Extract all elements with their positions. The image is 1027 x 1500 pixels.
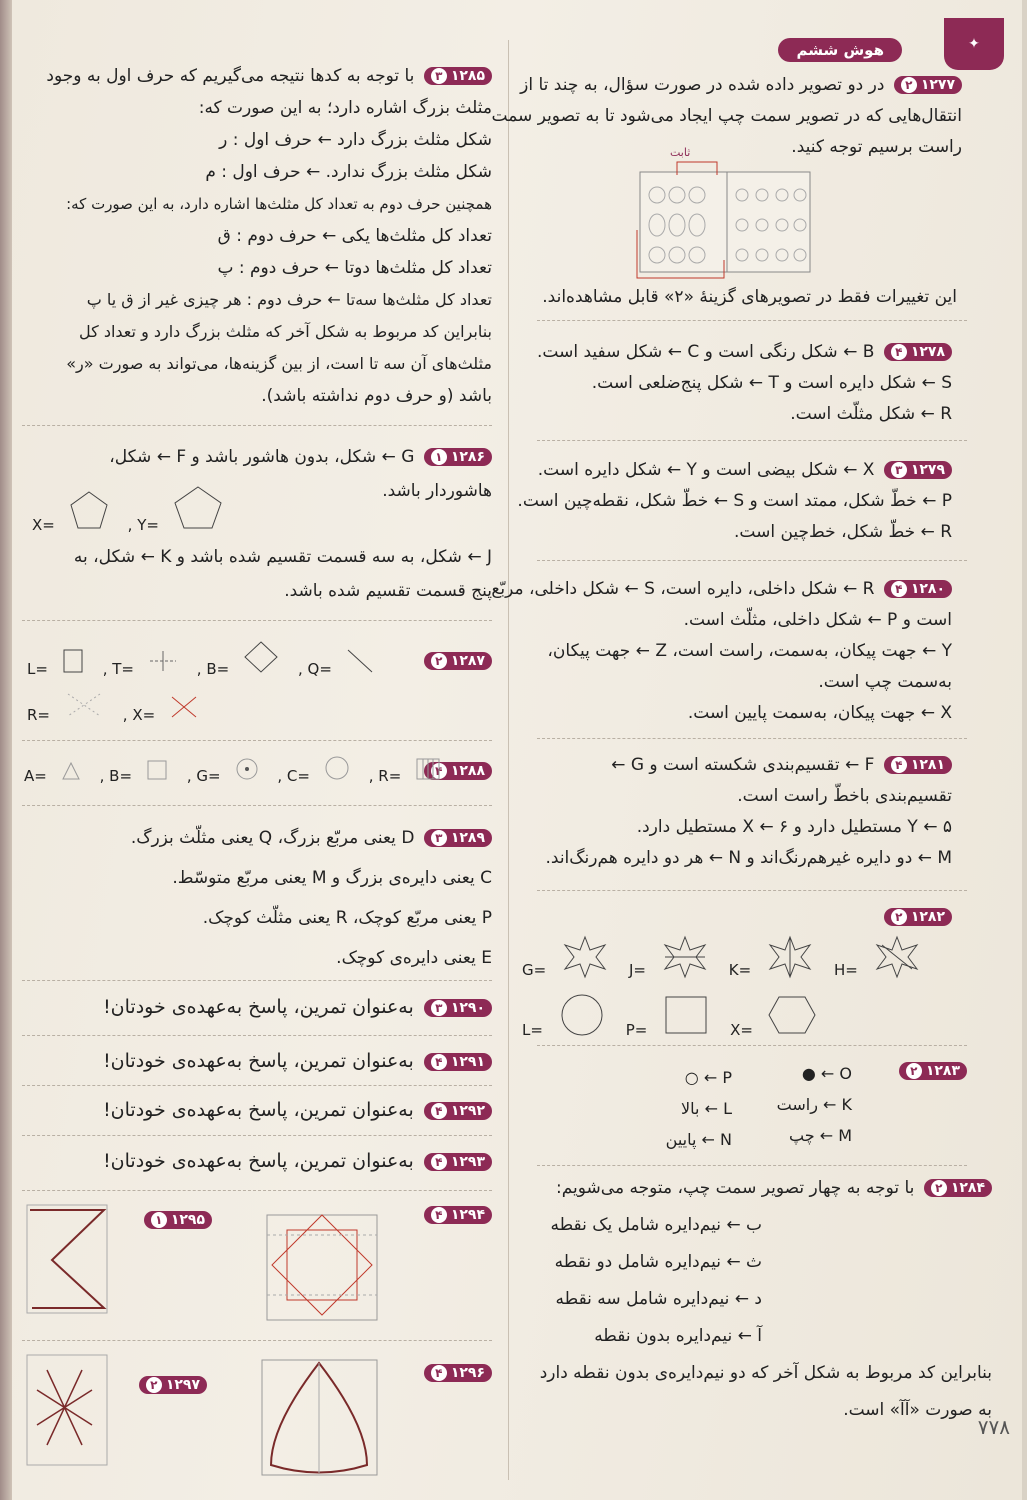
question-number-badge: ۱۲۸۳۲ — [899, 1062, 967, 1080]
codes-right-col-1283: O ← ● K ← راست M ← چپ — [776, 1064, 852, 1145]
separator — [22, 740, 492, 741]
question-1277: ۱۲۷۷۲ در دو تصویر داده شده در صورت سؤال، به چند تا از انتقال‌هایی که در تصویر سمت چپ ایجاد می‌شود تا به تصویر سمت راست برسیم توجه کنید. — [491, 75, 962, 157]
separator — [537, 890, 967, 891]
knot-figure — [22, 1350, 112, 1470]
star-icon — [765, 935, 815, 975]
question-1287 — [402, 646, 492, 677]
question-1277-conclusion: این تغییرات فقط در تصویرهای گزینهٔ «۲» قابل مشاهده‌اند. — [542, 287, 957, 307]
separator — [537, 1045, 967, 1046]
question-number-badge: ۱۲۸۸۴ — [424, 762, 492, 780]
star-icon — [660, 935, 710, 975]
shapes-row-1282: L= P= X= — [522, 995, 831, 1039]
striped-rect-icon — [415, 757, 441, 781]
separator — [22, 1135, 492, 1136]
plus-icon — [148, 648, 178, 674]
star-icon — [872, 935, 922, 975]
transition-grid-figure — [632, 150, 812, 275]
question-number-badge: ۱۲۸۱۴ — [884, 756, 952, 774]
question-number-badge: ۱۲۹۶۴ — [424, 1364, 492, 1382]
x-cross-icon — [169, 694, 199, 720]
question-number-badge: ۱۲۷۹۳ — [884, 461, 952, 479]
circle-icon — [324, 755, 350, 781]
star-of-squares-figure — [262, 1210, 382, 1325]
question-number-badge: ۱۲۸۶۱ — [424, 448, 492, 466]
dot-circle-icon — [235, 757, 259, 781]
question-number-badge: ۱۲۹۰۳ — [424, 999, 492, 1017]
question-number-badge: ۱۲۹۳۴ — [424, 1153, 492, 1171]
circle-shape-icon — [557, 995, 607, 1035]
shapes-row-1288: A= , B= , G= , C= , R= — [24, 755, 455, 785]
question-1289: ۱۲۸۹۳ D یعنی مربّع بزرگ، Q یعنی مثلّث بزرگ. C یعنی دایره‌ی بزرگ و M یعنی مربّع متوسّط. P یعنی مربّع کوچک، R یعنی مثلّث کوچک. E یعنی دایره‌ی کوچک. — [130, 828, 492, 968]
question-number-badge: ۱۲۸۷۲ — [424, 652, 492, 670]
separator — [537, 560, 967, 561]
stars-row-1282: G= J= K= H= — [522, 935, 936, 979]
triangle-icon — [61, 761, 81, 781]
question-1293: ۱۲۹۳۴ به‌عنوان تمرین، پاسخ به‌عهده‌ی خودتان! — [22, 1146, 492, 1177]
question-number-badge: ۱۲۸۹۳ — [424, 829, 492, 847]
question-1295 — [122, 1205, 212, 1236]
separator — [537, 440, 967, 441]
question-1294 — [402, 1200, 492, 1231]
question-1285: ۱۲۸۵۳ با توجه به کدها نتیجه می‌گیریم که حرف اول به وجود مثلث بزرگ اشاره دارد؛ به این صورت که: شکل مثلث بزرگ دارد ← حرف اول : ر شکل مثلث بزرگ ندارد. ← حرف اول : م همچنین حرف دوم به تعداد کل مثلث‌ها اشاره دارد، به این صورت که: تعداد کل مثلث‌ها یکی ← حرف دوم : ق تعداد کل مثلث‌ها دوتا ← حرف دوم : پ تعداد کل مثلث‌ها سه‌تا ← حرف دوم : هر چیزی غیر از ق یا پ بنابراین کد مربوط به شکل آخر که مثلث بزرگ دارد و تعداد کل مثلث‌های آن سه تا است، از بین گزینه‌ها، می‌تواند به صورت «ر» باشد (و حرف دوم نداشته باشد). — [46, 66, 492, 406]
question-number-badge: ۱۲۹۲۴ — [424, 1102, 492, 1120]
question-1283 — [867, 1056, 967, 1087]
separator — [22, 1340, 492, 1341]
pentagon-icon — [69, 490, 109, 530]
pentagon-icon — [173, 485, 223, 530]
diamond-icon — [243, 640, 279, 674]
section-title: هوش ششم — [778, 38, 902, 62]
question-1296 — [402, 1358, 492, 1389]
shapes-row-1287: L= , T= , B= , Q= — [27, 640, 390, 678]
square-icon — [146, 759, 168, 781]
curved-triangle-figure — [257, 1355, 382, 1480]
diagonal-line-icon — [346, 648, 376, 674]
question-number-badge: ۱۲۸۴۲ — [924, 1179, 992, 1197]
question-1290: ۱۲۹۰۳ به‌عنوان تمرین، پاسخ به‌عهده‌ی خودتان! — [22, 992, 492, 1023]
star-icon — [560, 935, 610, 975]
separator — [22, 425, 492, 426]
separator — [537, 320, 967, 321]
separator — [22, 1190, 492, 1191]
question-number-badge: ۱۲۸۲۲ — [884, 908, 952, 926]
separator — [22, 1035, 492, 1036]
hexagon-shape-icon — [767, 995, 817, 1035]
figure-1277: ثابت — [632, 150, 812, 275]
question-number-badge: ۱۲۹۴۴ — [424, 1206, 492, 1224]
separator — [537, 1165, 967, 1166]
question-1282 — [852, 902, 952, 933]
question-number-badge: ۱۲۹۵۱ — [144, 1211, 212, 1229]
question-1280: ۱۲۸۰۴ R ← شکل داخلی، دایره است، S ← شکل داخلی، مربّع است و P ← شکل داخلی، مثلّث است. Y ← جهت پیکان، به‌سمت، راست است، Z ← جهت پیکان، به‌سمت چپ است. X ← جهت پیکان، به‌سمت پایین است. — [491, 579, 952, 723]
page-edge — [0, 0, 12, 1500]
question-1284: ۱۲۸۴۲ با توجه به چهار تصویر سمت چپ، متوجه می‌شویم: ب ← نیم‌دایره شامل یک نقطه ث ← نیم‌دایره شامل دو نقطه د ← نیم‌دایره شامل سه نقطه آ ← نیم‌دایره بدون نقطه بنابراین کد مربوط به شکل آخر که دو نیم‌دایره‌ی بدون نقطه دارد به صورت «آآ» است. — [539, 1178, 992, 1420]
publisher-logo: ✦ — [944, 18, 1004, 70]
shapes-row2-1287: R= , X= — [27, 690, 213, 724]
question-1279: ۱۲۷۹۳ X ← شکل بیضی است و Y ← شکل دایره است. P ← خطّ شکل، ممتد است و S ← خطّ شکل، نقطه‌چین است. R ← خطّ شکل، خط‌چین است. — [517, 460, 952, 542]
question-1297 — [117, 1370, 207, 1401]
hourglass-figure — [22, 1200, 112, 1315]
question-number-badge: ۱۲۷۸۴ — [884, 343, 952, 361]
question-1286-cont: J ← شکل، به سه قسمت تقسیم شده باشد و K ← شکل، به پنج قسمت تقسیم شده باشد. — [73, 547, 492, 601]
question-number-badge: ۱۲۹۱۴ — [424, 1053, 492, 1071]
question-1291: ۱۲۹۱۴ به‌عنوان تمرین، پاسخ به‌عهده‌ی خودتان! — [22, 1046, 492, 1077]
question-number-badge: ۱۲۷۷۲ — [894, 76, 962, 94]
column-divider — [508, 40, 509, 1480]
square-shape-icon — [661, 995, 711, 1035]
separator — [22, 805, 492, 806]
book-page — [12, 0, 1022, 1500]
question-number-badge: ۱۲۸۰۴ — [884, 580, 952, 598]
question-number-badge: ۱۲۹۷۲ — [139, 1376, 207, 1394]
question-1286: ۱۲۸۶۱ G ← شکل، بدون هاشور باشد و F ← شکل، هاشوردار باشد. — [109, 447, 492, 501]
question-1278: ۱۲۷۸۴ B ← شکل رنگی است و C ← شکل سفید است. S ← شکل دایره است و T ← شکل پنج‌ضلعی است. R ← شکل مثلّث است. — [536, 342, 952, 424]
separator — [22, 980, 492, 981]
separator — [22, 620, 492, 621]
separator — [537, 738, 967, 739]
pentagons-1286: X= , Y= — [32, 485, 237, 534]
question-1292: ۱۲۹۲۴ به‌عنوان تمرین، پاسخ به‌عهده‌ی خودتان! — [22, 1095, 492, 1126]
square-icon — [62, 648, 84, 674]
question-1281: ۱۲۸۱۴ F ← تقسیم‌بندی شکسته است و G ← تقسیم‌بندی باخطّ راست است. Y ← ۵ مستطیل دارد و X ← ۶ مستطیل دارد. M ← دو دایره غیرهم‌رنگ‌اند و N ← هر دو دایره هم‌رنگ‌اند. — [545, 755, 952, 868]
question-number-badge: ۱۲۸۵۳ — [424, 67, 492, 85]
dotted-x-icon — [64, 690, 104, 720]
page-number: ۷۷۸ — [977, 1415, 1010, 1439]
separator — [22, 1085, 492, 1086]
codes-left-col-1283: P ← ○ L ← بالا N ← پایین — [665, 1068, 732, 1149]
